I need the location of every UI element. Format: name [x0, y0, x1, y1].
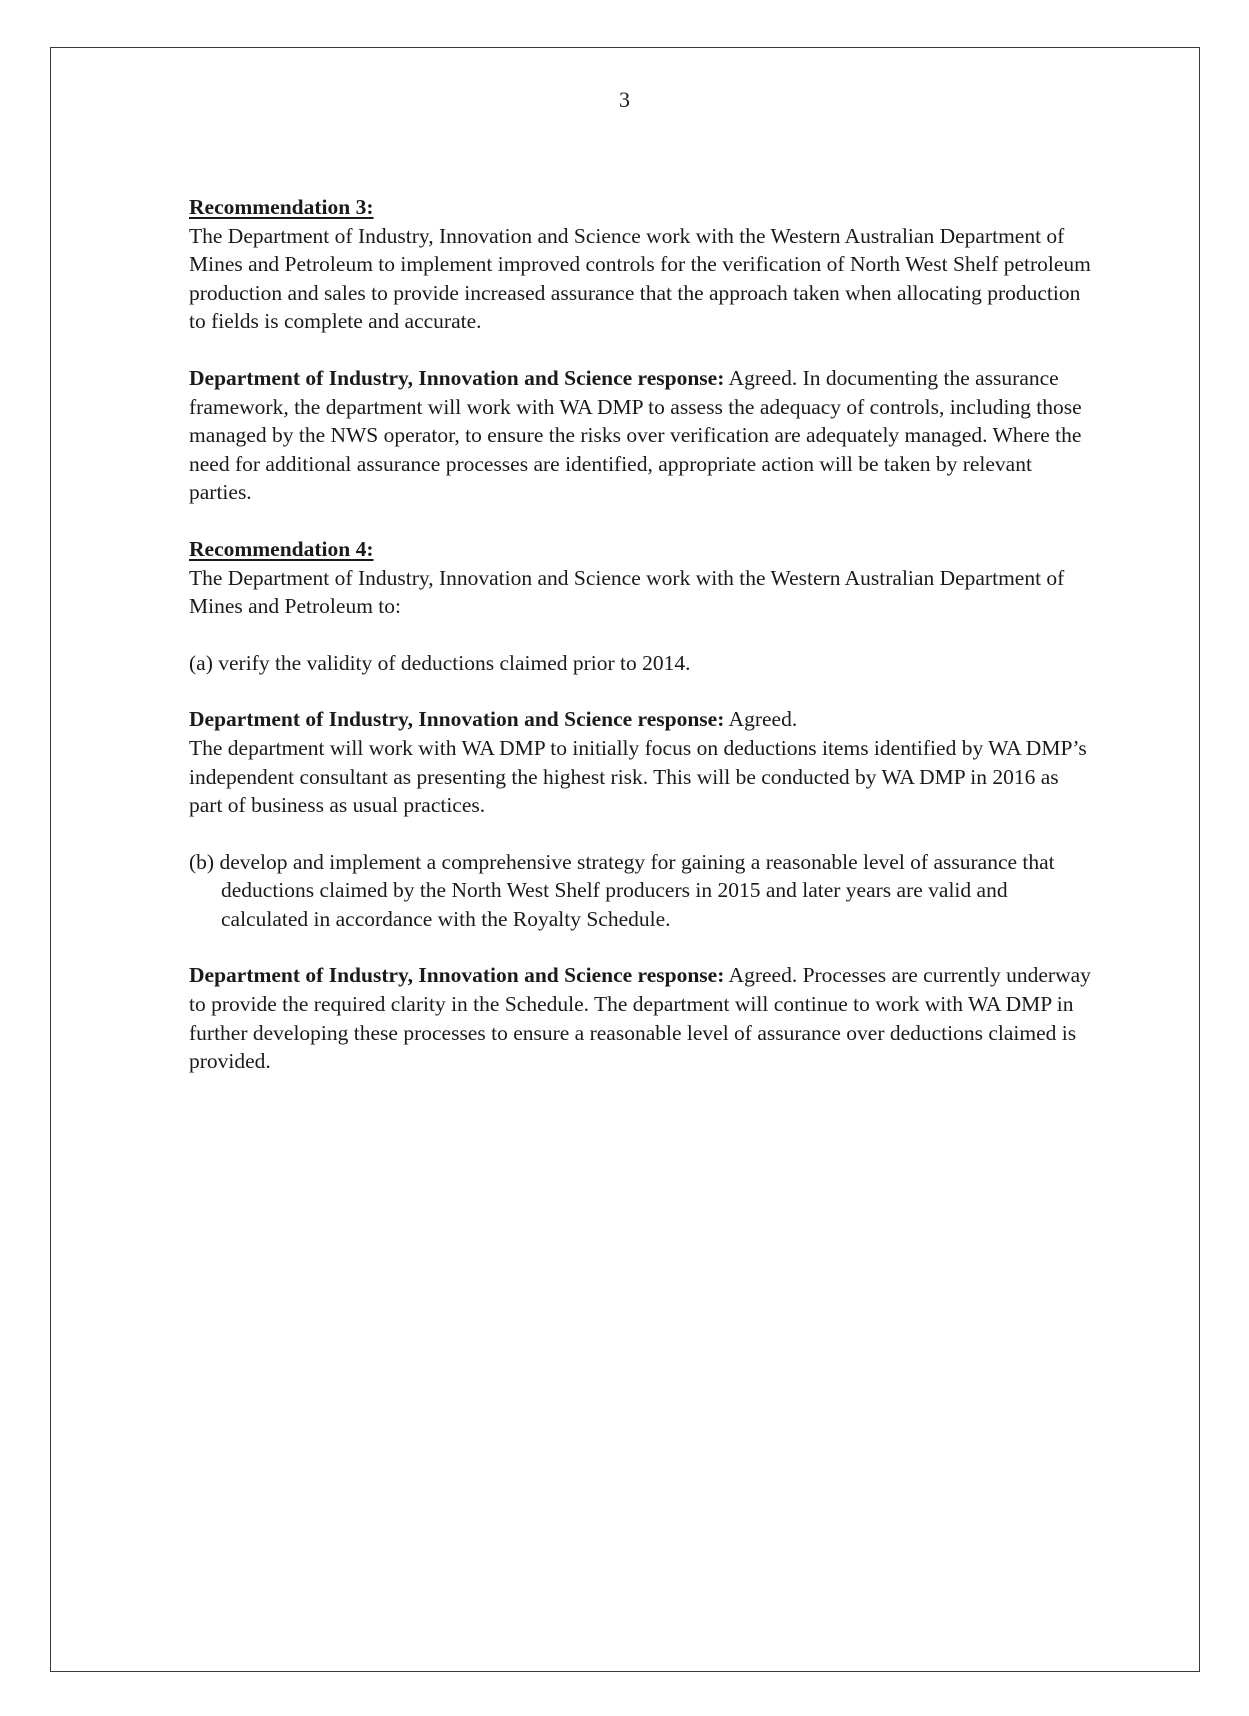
response-3-paragraph	[189, 364, 1094, 507]
response-4a-text: The department will work with WA DMP to initially focus on deductions items identified by WA DMP’s independent consultant as presenting the highest risk. This will be conducted by WA DMP in 2016 as part of business as usual practices.	[189, 735, 1087, 818]
response-4a-lead: Department of Industry, Innovation and Science response:	[189, 707, 725, 732]
document-body	[189, 193, 1094, 1076]
response-4a-heading-line	[189, 705, 1094, 734]
response-4b-text: Agreed. Processes are currently underway to provide the required clarity in the Schedule. The department will continue to work with WA DMP in further developing these processes to ensure a reasonable level of assurance over deductions claimed is provided.	[189, 963, 1091, 1074]
page-number: 3	[619, 87, 630, 112]
recommendation-3-text: The Department of Industry, Innovation and Science work with the Western Australian Department of Mines and Petroleum to implement improved controls for the verification of North West Shelf petroleum production and sales to provide increased assurance that the approach taken when allocating production to fields is complete and accurate.	[189, 223, 1091, 334]
response-4b-paragraph	[189, 961, 1094, 1075]
response-4b-lead: Department of Industry, Innovation and Science response:	[189, 963, 725, 988]
recommendation-3-heading: Recommendation 3:	[189, 195, 374, 219]
response-4a-agreed: Agreed.	[724, 707, 798, 732]
recommendation-4-item-a: (a) verify the validity of deductions claimed prior to 2014.	[189, 650, 691, 675]
response-3-lead: Department of Industry, Innovation and Science response:	[189, 365, 725, 390]
recommendation-4-heading: Recommendation 4:	[189, 536, 374, 561]
recommendation-4-text: The Department of Industry, Innovation and Science work with the Western Australian Department of Mines and Petroleum to:	[189, 565, 1065, 619]
response-3-text: Agreed. In documenting the assurance framework, the department will work with WA DMP to assess the adequacy of controls, including those managed by the NWS operator, to ensure the risks over verification are adequately managed. Where the need for additional assurance processes are identified, appropriate action will be taken by relevant parties.	[189, 365, 1082, 505]
recommendation-4-item-b: (b) develop and implement a comprehensive strategy for gaining a reasonable level of assurance that deductions claimed by the North West Shelf producers in 2015 and later years are valid and calculated in accordance with the Royalty Schedule.	[189, 849, 1055, 931]
